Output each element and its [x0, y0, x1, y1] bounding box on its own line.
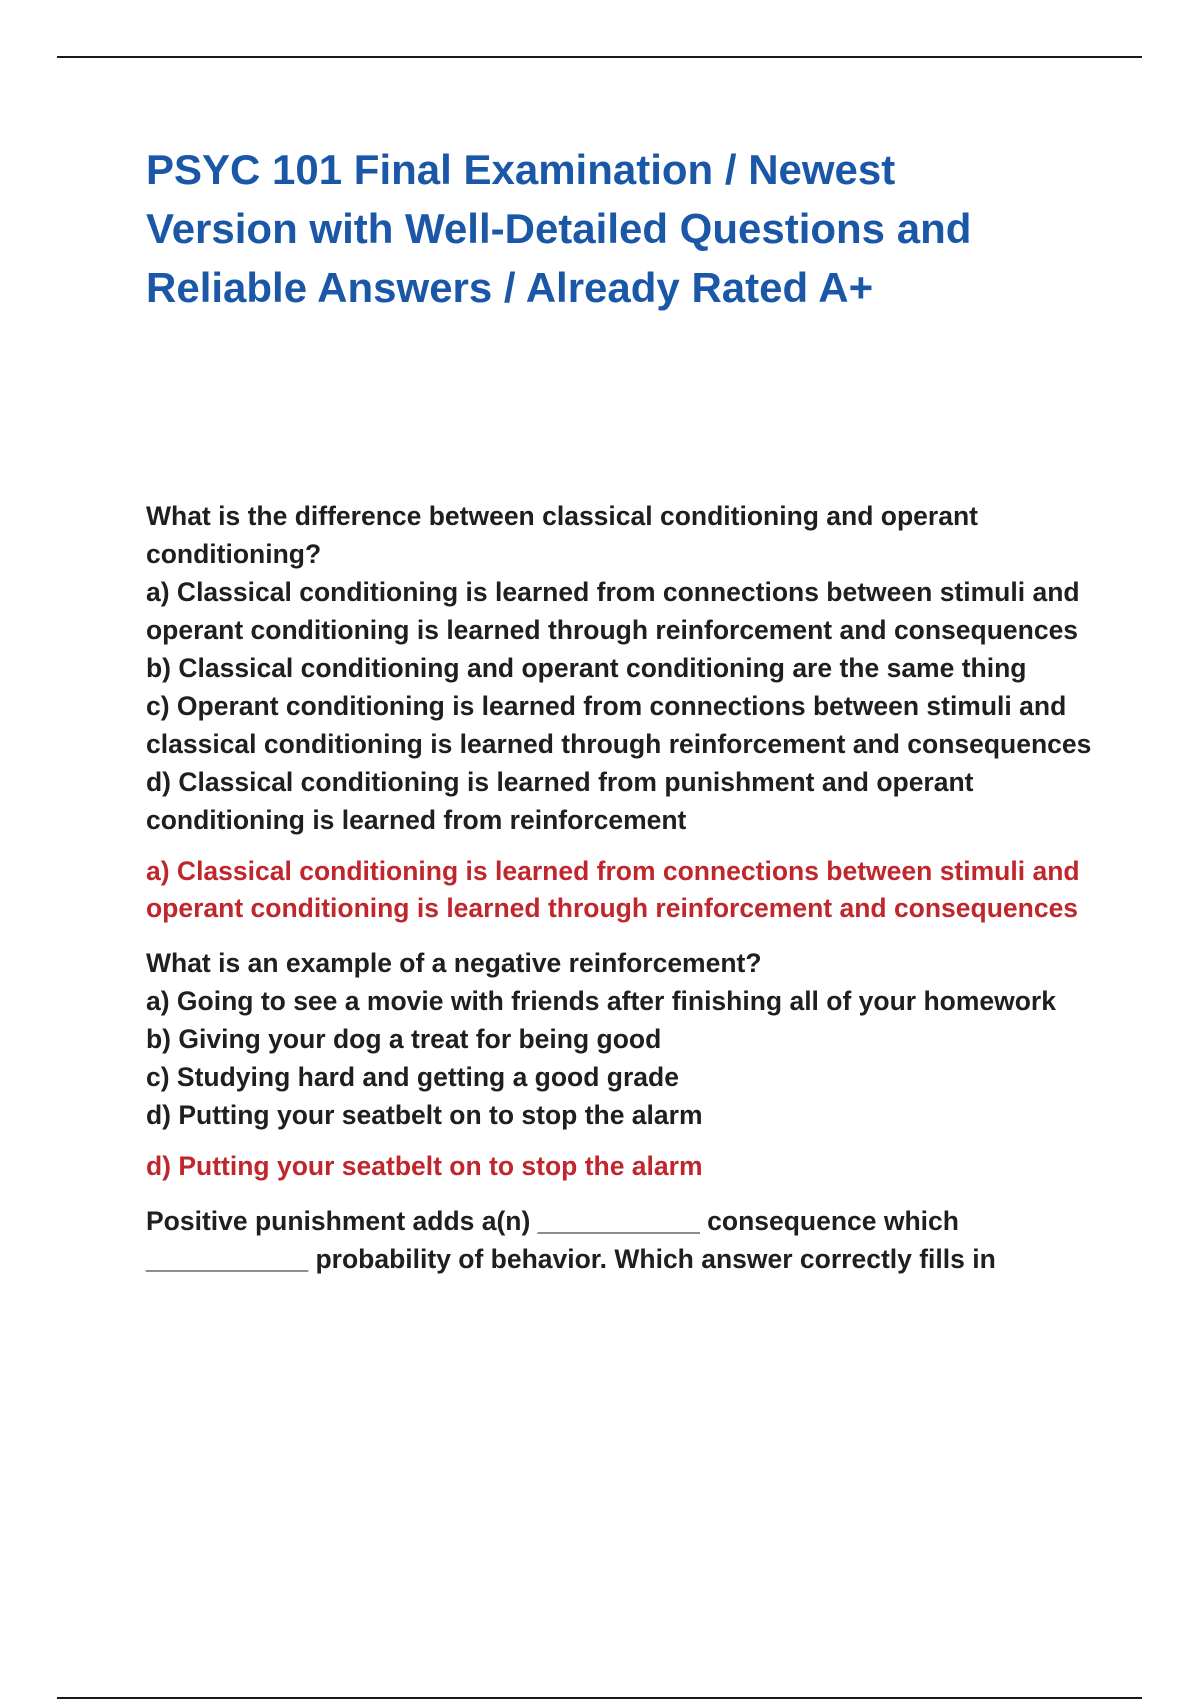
question-2: [146, 944, 1096, 1134]
question-1-prompt: What is the difference between classical conditioning and operant conditioning?: [146, 501, 978, 569]
question-2-option-b: b) Giving your dog a treat for being good: [146, 1024, 662, 1054]
question-1-option-b: b) Classical conditioning and operant conditioning are the same thing: [146, 653, 1027, 683]
question-1-option-c: c) Operant conditioning is learned from connections between stimuli and classical conditioning is learned through reinforcement and consequences: [146, 691, 1092, 759]
question-1-answer: a) Classical conditioning is learned from connections between stimuli and operant conditioning is learned through reinforcement and consequences: [146, 856, 1080, 923]
question-2-answer: d) Putting your seatbelt on to stop the alarm: [146, 1151, 703, 1181]
footer-rule: [57, 1697, 1142, 1699]
question-2-prompt: What is an example of a negative reinforcement?: [146, 948, 762, 978]
question-1: [146, 497, 1096, 839]
question-list: [146, 497, 1096, 1278]
question-1-option-a: a) Classical conditioning is learned from connections between stimuli and operant conditioning is learned through reinforcement and consequences: [146, 577, 1080, 645]
document-title: PSYC 101 Final Examination / Newest Version with Well-Detailed Questions and Reliable Answers / Already Rated A+: [146, 146, 972, 311]
question-3-prompt: Positive punishment adds a(n) ___________ consequence which ___________ probability of behavior. Which answer correctly fills in: [146, 1206, 996, 1274]
question-2-option-c: c) Studying hard and getting a good grade: [146, 1062, 679, 1092]
question-1-option-d: d) Classical conditioning is learned from punishment and operant conditioning is learned from reinforcement: [146, 767, 974, 835]
question-2-option-a: a) Going to see a movie with friends after finishing all of your homework: [146, 986, 1056, 1016]
question-2-option-d: d) Putting your seatbelt on to stop the alarm: [146, 1100, 703, 1130]
question-3: [146, 1202, 1096, 1278]
header-rule: [57, 56, 1142, 58]
